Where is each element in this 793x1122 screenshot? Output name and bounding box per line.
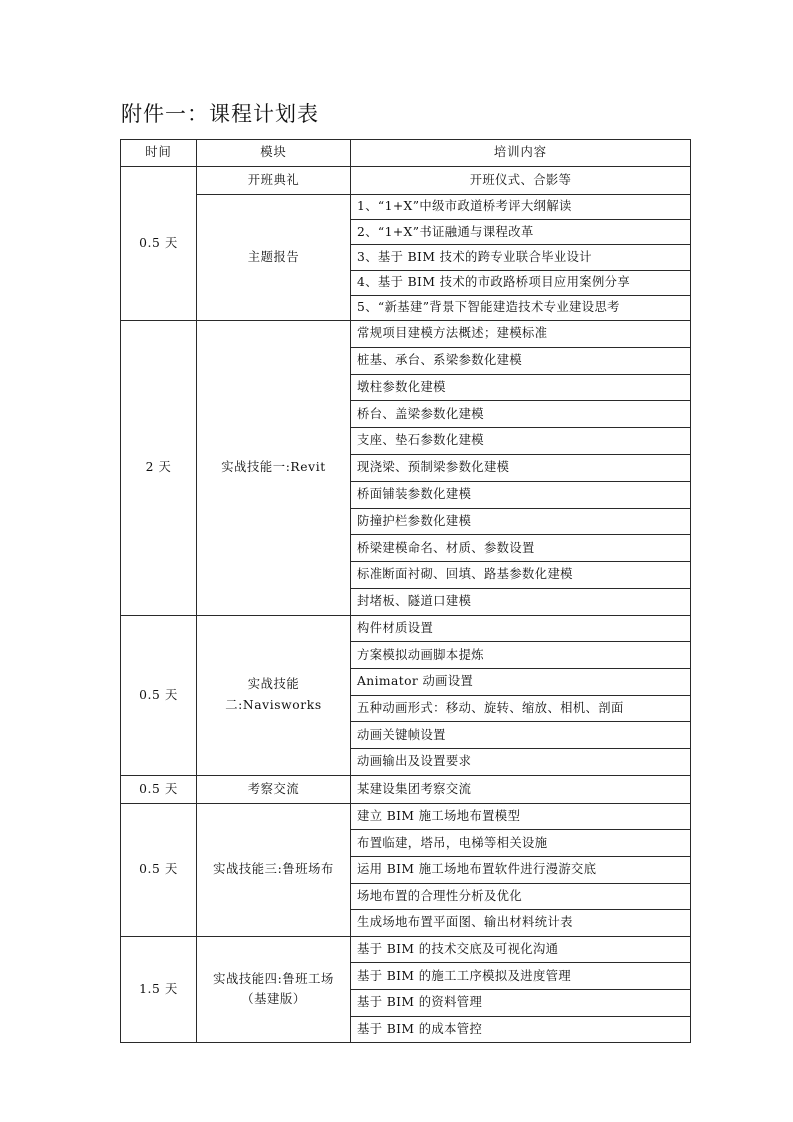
content-cell: 防撞护栏参数化建模 — [351, 508, 691, 535]
content-cell: 建立 BIM 施工场地布置模型 — [351, 803, 691, 830]
content-cell: 布置临建，塔吊，电梯等相关设施 — [351, 830, 691, 857]
content-cell: 方案模拟动画脚本提炼 — [351, 642, 691, 669]
module-line-1: 实战技能四:鲁班工场 — [213, 971, 334, 986]
content-cell: 桥台、盖梁参数化建模 — [351, 401, 691, 428]
time-cell-section-1: 0.5 天 — [121, 167, 197, 321]
table-body — [121, 140, 691, 1043]
table-row — [121, 195, 691, 220]
module-cell-topic-report: 主题报告 — [197, 195, 351, 321]
content-cell: 2、“1+X”书证融通与课程改革 — [351, 220, 691, 245]
table-row — [121, 803, 691, 830]
table-row — [121, 775, 691, 803]
module-line-1: 实战技能 — [247, 677, 300, 692]
content-cell: 3、基于 BIM 技术的跨专业联合毕业设计 — [351, 245, 691, 270]
page-title: 附件一：课程计划表 — [121, 102, 319, 126]
time-cell-section-3: 0.5 天 — [121, 615, 197, 775]
column-header-module: 模块 — [197, 140, 351, 167]
table-row — [121, 936, 691, 963]
content-cell: 开班仪式、合影等 — [351, 167, 691, 195]
content-cell: 常规项目建模方法概述；建模标准 — [351, 320, 691, 347]
content-cell: 4、基于 BIM 技术的市政路桥项目应用案例分享 — [351, 270, 691, 295]
content-cell: 桥梁建模命名、材质、参数设置 — [351, 535, 691, 562]
module-cell-navisworks — [197, 615, 351, 775]
content-cell: Animator 动画设置 — [351, 669, 691, 696]
module-cell-revit: 实战技能一:Revit — [197, 320, 351, 615]
content-cell: 运用 BIM 施工场地布置软件进行漫游交底 — [351, 857, 691, 884]
content-cell: 构件材质设置 — [351, 615, 691, 642]
content-cell: 桥面铺装参数化建模 — [351, 481, 691, 508]
content-cell: 基于 BIM 的成本管控 — [351, 1016, 691, 1043]
content-cell: 某建设集团考察交流 — [351, 775, 691, 803]
content-cell: 动画输出及设置要求 — [351, 749, 691, 776]
course-plan-table — [120, 139, 691, 1043]
content-cell: 基于 BIM 的资料管理 — [351, 989, 691, 1016]
content-cell: 标准断面衬砌、回填、路基参数化建模 — [351, 562, 691, 589]
content-cell: 五种动画形式：移动、旋转、缩放、相机、剖面 — [351, 695, 691, 722]
content-cell: 封堵板、隧道口建模 — [351, 588, 691, 615]
column-header-content: 培训内容 — [351, 140, 691, 167]
content-cell: 墩柱参数化建模 — [351, 374, 691, 401]
content-cell: 基于 BIM 的施工工序模拟及进度管理 — [351, 963, 691, 990]
table-row — [121, 320, 691, 347]
table-row — [121, 167, 691, 195]
module-line-2: （基建版） — [241, 991, 306, 1006]
module-line-2: 二:Navisworks — [225, 697, 322, 712]
content-cell: 动画关键帧设置 — [351, 722, 691, 749]
time-cell-section-6: 1.5 天 — [121, 936, 197, 1042]
content-cell: 桩基、承台、系梁参数化建模 — [351, 347, 691, 374]
module-cell-luban-site: 实战技能三:鲁班场布 — [197, 803, 351, 936]
time-cell-section-4: 0.5 天 — [121, 775, 197, 803]
module-cell-visit: 考察交流 — [197, 775, 351, 803]
table-row — [121, 615, 691, 642]
time-cell-section-5: 0.5 天 — [121, 803, 197, 936]
table-header-row — [121, 140, 691, 167]
content-cell: 生成场地布置平面图、输出材料统计表 — [351, 910, 691, 937]
content-cell: 场地布置的合理性分析及优化 — [351, 883, 691, 910]
content-cell: 支座、垫石参数化建模 — [351, 428, 691, 455]
content-cell: 5、“新基建”背景下智能建造技术专业建设思考 — [351, 295, 691, 320]
content-cell: 基于 BIM 的技术交底及可视化沟通 — [351, 936, 691, 963]
time-cell-section-2: 2 天 — [121, 320, 197, 615]
column-header-time: 时间 — [121, 140, 197, 167]
content-cell: 现浇梁、预制梁参数化建模 — [351, 454, 691, 481]
module-cell-ceremony: 开班典礼 — [197, 167, 351, 195]
content-cell: 1、“1+X”中级市政道桥考评大纲解读 — [351, 195, 691, 220]
module-cell-luban-factory — [197, 936, 351, 1042]
